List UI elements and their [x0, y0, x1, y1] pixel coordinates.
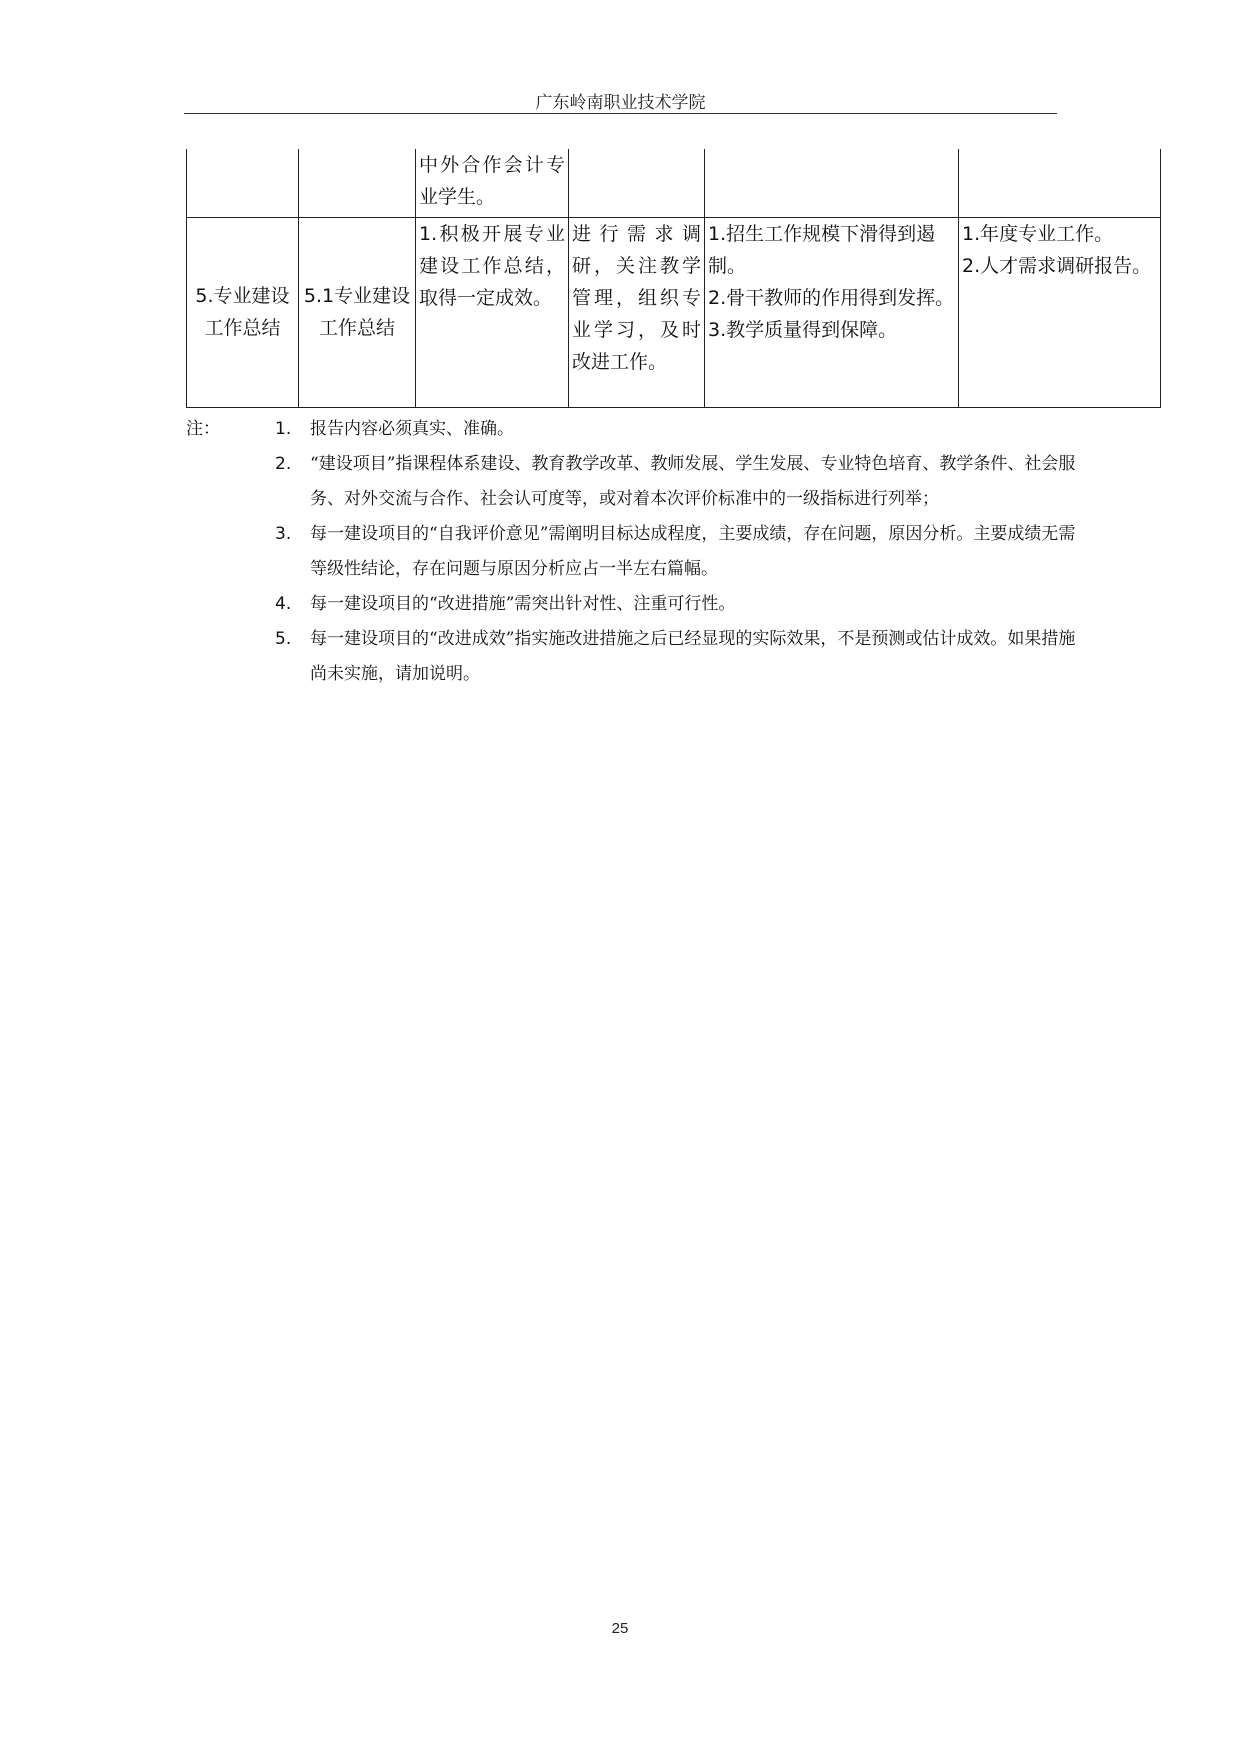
results-cell: [705, 217, 959, 407]
evidence-line: 2.人才需求调研报告。: [962, 254, 1152, 277]
note-item: [186, 587, 1086, 622]
results-line: 3.教学质量得到保障。: [708, 318, 898, 341]
header-divider: [184, 113, 1057, 114]
evaluation-table: [186, 149, 1161, 408]
table-cell: 中外合作会计专业学生。: [416, 149, 569, 217]
note-number: 5.: [275, 629, 292, 649]
table-cell: [187, 149, 299, 217]
note-number: 4.: [275, 594, 292, 614]
evidence-line: 1.年度专业工作。: [962, 222, 1114, 245]
table-cell: [569, 149, 705, 217]
results-line: 1.招生工作规模下滑得到遏制。: [708, 222, 936, 277]
measures-cell: 进行需求调研，关注教学管理，组织专业学习，及时改进工作。: [569, 217, 705, 407]
note-text: 每一建设项目的“改进成效”指实施改进措施之后已经显现的实际效果，不是预测或估计成效。如果措施尚未实施，请加说明。: [310, 629, 1076, 684]
sub-project-cell: 5.1专业建设工作总结: [299, 217, 416, 407]
self-eval-cell: 1.积极开展专业建设工作总结，取得一定成效。: [416, 217, 569, 407]
note-text: 报告内容必须真实、准确。: [310, 419, 514, 439]
notes-section: [186, 412, 1076, 692]
note-number: 2.: [275, 454, 292, 474]
results-line: 2.骨干教师的作用得到发挥。: [708, 286, 955, 309]
evidence-cell: [959, 217, 1161, 407]
note-item: [186, 517, 1086, 587]
note-item: [186, 412, 1086, 447]
note-number: 1.: [275, 419, 292, 439]
note-text: 每一建设项目的“改进措施”需突出针对性、注重可行性。: [310, 594, 736, 614]
table-cell: [959, 149, 1161, 217]
notes-label: 注：: [186, 419, 220, 439]
note-text: “建设项目”指课程体系建设、教育教学改革、教师发展、学生发展、专业特色培育、教学条件、社会服务、对外交流与合作、社会认可度等，或对着本次评价标准中的一级指标进行列举；: [310, 454, 1076, 509]
page-header: [184, 88, 1057, 114]
table-cell: [299, 149, 416, 217]
table-row: [187, 217, 1161, 407]
project-cell: 5.专业建设工作总结: [187, 217, 299, 407]
note-text: 每一建设项目的“自我评价意见”需阐明目标达成程度，主要成绩，存在问题，原因分析。主要成绩无需等级性结论，存在问题与原因分析应占一半左右篇幅。: [310, 524, 1076, 579]
page-number: 25: [611, 1620, 629, 1637]
table-cell: [705, 149, 959, 217]
note-number: 3.: [275, 524, 292, 544]
header-title: 广东岭南职业技术学院: [535, 93, 706, 113]
note-item: [186, 447, 1086, 517]
note-item: [186, 622, 1086, 692]
table-row: [187, 149, 1161, 217]
